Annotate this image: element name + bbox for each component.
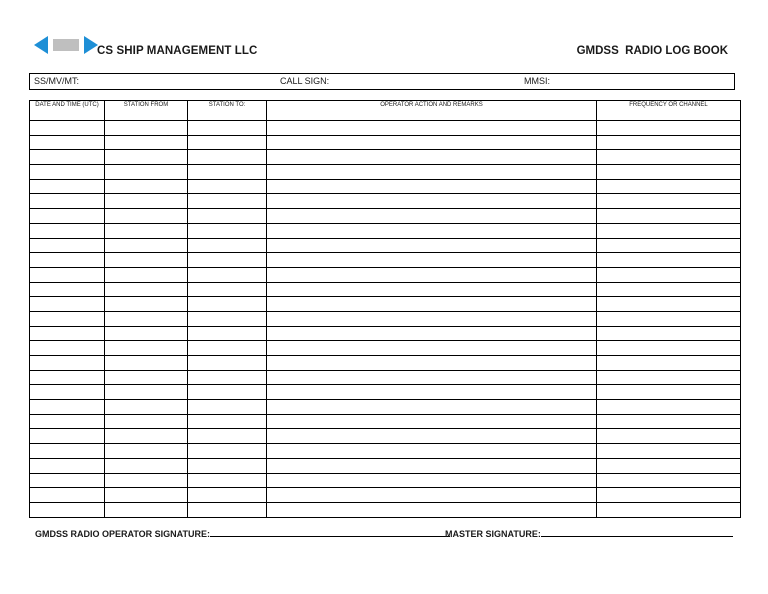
frequency-cell[interactable] bbox=[597, 502, 741, 517]
remarks-cell[interactable] bbox=[267, 444, 597, 459]
table-row bbox=[30, 165, 741, 180]
station-to-cell[interactable] bbox=[188, 297, 267, 312]
station-to-cell[interactable] bbox=[188, 385, 267, 400]
station-from-cell[interactable] bbox=[105, 223, 188, 238]
column-header-date-time: DATE AND TIME (UTC) bbox=[30, 101, 105, 121]
remarks-cell[interactable] bbox=[267, 194, 597, 209]
table-row bbox=[30, 179, 741, 194]
date-time-cell[interactable] bbox=[30, 341, 105, 356]
remarks-cell[interactable] bbox=[267, 297, 597, 312]
table-row bbox=[30, 209, 741, 224]
date-time-cell[interactable] bbox=[30, 414, 105, 429]
vessel-label: SS/MV/MT: bbox=[34, 76, 80, 86]
table-row bbox=[30, 253, 741, 268]
station-from-cell[interactable] bbox=[105, 150, 188, 165]
table-row bbox=[30, 311, 741, 326]
table-row bbox=[30, 370, 741, 385]
company-name: CS SHIP MANAGEMENT LLC bbox=[97, 45, 258, 57]
date-time-cell[interactable] bbox=[30, 473, 105, 488]
remarks-cell[interactable] bbox=[267, 209, 597, 224]
station-from-cell[interactable] bbox=[105, 458, 188, 473]
frequency-cell[interactable] bbox=[597, 179, 741, 194]
station-from-cell[interactable] bbox=[105, 488, 188, 503]
remarks-cell[interactable] bbox=[267, 488, 597, 503]
operator-signature-label: GMDSS RADIO OPERATOR SIGNATURE: bbox=[35, 529, 211, 539]
station-to-cell[interactable] bbox=[188, 179, 267, 194]
mmsi-label: MMSI: bbox=[524, 76, 550, 86]
station-from-cell[interactable] bbox=[105, 165, 188, 180]
date-time-cell[interactable] bbox=[30, 223, 105, 238]
table-row bbox=[30, 223, 741, 238]
vessel-info-box bbox=[29, 73, 735, 90]
call-sign-label: CALL SIGN: bbox=[280, 76, 330, 86]
station-from-cell[interactable] bbox=[105, 385, 188, 400]
station-from-cell[interactable] bbox=[105, 356, 188, 371]
remarks-cell[interactable] bbox=[267, 179, 597, 194]
table-row bbox=[30, 194, 741, 209]
station-to-cell[interactable] bbox=[188, 488, 267, 503]
date-time-cell[interactable] bbox=[30, 267, 105, 282]
station-from-cell[interactable] bbox=[105, 311, 188, 326]
remarks-cell[interactable] bbox=[267, 326, 597, 341]
table-row bbox=[30, 488, 741, 503]
station-from-cell[interactable] bbox=[105, 267, 188, 282]
frequency-cell[interactable] bbox=[597, 223, 741, 238]
remarks-cell[interactable] bbox=[267, 400, 597, 415]
date-time-cell[interactable] bbox=[30, 179, 105, 194]
station-from-cell[interactable] bbox=[105, 194, 188, 209]
frequency-cell[interactable] bbox=[597, 253, 741, 268]
station-from-cell[interactable] bbox=[105, 473, 188, 488]
frequency-cell[interactable] bbox=[597, 150, 741, 165]
frequency-cell[interactable] bbox=[597, 458, 741, 473]
date-time-cell[interactable] bbox=[30, 429, 105, 444]
station-to-cell[interactable] bbox=[188, 209, 267, 224]
date-time-cell[interactable] bbox=[30, 400, 105, 415]
station-from-cell[interactable] bbox=[105, 370, 188, 385]
station-from-cell[interactable] bbox=[105, 282, 188, 297]
table-row bbox=[30, 341, 741, 356]
remarks-cell[interactable] bbox=[267, 282, 597, 297]
date-time-cell[interactable] bbox=[30, 121, 105, 136]
remarks-cell[interactable] bbox=[267, 458, 597, 473]
station-to-cell[interactable] bbox=[188, 341, 267, 356]
frequency-cell[interactable] bbox=[597, 267, 741, 282]
station-from-cell[interactable] bbox=[105, 414, 188, 429]
date-time-cell[interactable] bbox=[30, 385, 105, 400]
frequency-cell[interactable] bbox=[597, 311, 741, 326]
date-time-cell[interactable] bbox=[30, 194, 105, 209]
company-logo-icon bbox=[34, 36, 98, 54]
station-from-cell[interactable] bbox=[105, 341, 188, 356]
column-header-station-to: STATION TO: bbox=[188, 101, 267, 121]
table-row bbox=[30, 444, 741, 459]
station-to-cell[interactable] bbox=[188, 253, 267, 268]
frequency-cell[interactable] bbox=[597, 121, 741, 136]
date-time-cell[interactable] bbox=[30, 444, 105, 459]
table-header-row bbox=[30, 101, 741, 121]
station-from-cell[interactable] bbox=[105, 502, 188, 517]
table-row bbox=[30, 238, 741, 253]
remarks-cell[interactable] bbox=[267, 135, 597, 150]
column-header-frequency: FREQUENCY OR CHANNEL bbox=[597, 101, 741, 121]
remarks-cell[interactable] bbox=[267, 502, 597, 517]
radio-log-table bbox=[29, 100, 741, 518]
station-to-cell[interactable] bbox=[188, 121, 267, 136]
date-time-cell[interactable] bbox=[30, 165, 105, 180]
station-to-cell[interactable] bbox=[188, 282, 267, 297]
station-from-cell[interactable] bbox=[105, 326, 188, 341]
operator-signature-line[interactable] bbox=[210, 527, 450, 537]
station-from-cell[interactable] bbox=[105, 179, 188, 194]
station-to-cell[interactable] bbox=[188, 165, 267, 180]
page-title: GMDSS RADIO LOG BOOK bbox=[576, 45, 728, 57]
date-time-cell[interactable] bbox=[30, 209, 105, 224]
remarks-cell[interactable] bbox=[267, 267, 597, 282]
frequency-cell[interactable] bbox=[597, 370, 741, 385]
frequency-cell[interactable] bbox=[597, 326, 741, 341]
station-from-cell[interactable] bbox=[105, 400, 188, 415]
station-to-cell[interactable] bbox=[188, 400, 267, 415]
table-row bbox=[30, 282, 741, 297]
remarks-cell[interactable] bbox=[267, 238, 597, 253]
table-row bbox=[30, 297, 741, 312]
table-row bbox=[30, 502, 741, 517]
remarks-cell[interactable] bbox=[267, 429, 597, 444]
remarks-cell[interactable] bbox=[267, 165, 597, 180]
date-time-cell[interactable] bbox=[30, 150, 105, 165]
station-from-cell[interactable] bbox=[105, 253, 188, 268]
station-to-cell[interactable] bbox=[188, 444, 267, 459]
date-time-cell[interactable] bbox=[30, 297, 105, 312]
table-row bbox=[30, 429, 741, 444]
date-time-cell[interactable] bbox=[30, 326, 105, 341]
station-to-cell[interactable] bbox=[188, 238, 267, 253]
remarks-cell[interactable] bbox=[267, 223, 597, 238]
frequency-cell[interactable] bbox=[597, 165, 741, 180]
station-to-cell[interactable] bbox=[188, 326, 267, 341]
table-row bbox=[30, 326, 741, 341]
table-row bbox=[30, 267, 741, 282]
station-from-cell[interactable] bbox=[105, 121, 188, 136]
date-time-cell[interactable] bbox=[30, 135, 105, 150]
station-to-cell[interactable] bbox=[188, 414, 267, 429]
station-to-cell[interactable] bbox=[188, 150, 267, 165]
station-from-cell[interactable] bbox=[105, 429, 188, 444]
column-header-operator-remarks: OPERATOR ACTION AND REMARKS bbox=[267, 101, 597, 121]
frequency-cell[interactable] bbox=[597, 194, 741, 209]
frequency-cell[interactable] bbox=[597, 414, 741, 429]
remarks-cell[interactable] bbox=[267, 150, 597, 165]
remarks-cell[interactable] bbox=[267, 341, 597, 356]
date-time-cell[interactable] bbox=[30, 238, 105, 253]
frequency-cell[interactable] bbox=[597, 429, 741, 444]
date-time-cell[interactable] bbox=[30, 488, 105, 503]
frequency-cell[interactable] bbox=[597, 400, 741, 415]
frequency-cell[interactable] bbox=[597, 135, 741, 150]
station-to-cell[interactable] bbox=[188, 356, 267, 371]
frequency-cell[interactable] bbox=[597, 488, 741, 503]
table-row bbox=[30, 150, 741, 165]
frequency-cell[interactable] bbox=[597, 297, 741, 312]
date-time-cell[interactable] bbox=[30, 458, 105, 473]
remarks-cell[interactable] bbox=[267, 370, 597, 385]
station-to-cell[interactable] bbox=[188, 135, 267, 150]
frequency-cell[interactable] bbox=[597, 473, 741, 488]
table-row bbox=[30, 458, 741, 473]
table-row bbox=[30, 385, 741, 400]
frequency-cell[interactable] bbox=[597, 444, 741, 459]
station-from-cell[interactable] bbox=[105, 135, 188, 150]
remarks-cell[interactable] bbox=[267, 311, 597, 326]
station-to-cell[interactable] bbox=[188, 473, 267, 488]
remarks-cell[interactable] bbox=[267, 385, 597, 400]
frequency-cell[interactable] bbox=[597, 356, 741, 371]
date-time-cell[interactable] bbox=[30, 311, 105, 326]
master-signature-line[interactable] bbox=[541, 527, 733, 537]
station-to-cell[interactable] bbox=[188, 502, 267, 517]
frequency-cell[interactable] bbox=[597, 282, 741, 297]
date-time-cell[interactable] bbox=[30, 356, 105, 371]
station-to-cell[interactable] bbox=[188, 223, 267, 238]
table-row bbox=[30, 135, 741, 150]
frequency-cell[interactable] bbox=[597, 209, 741, 224]
remarks-cell[interactable] bbox=[267, 414, 597, 429]
remarks-cell[interactable] bbox=[267, 356, 597, 371]
frequency-cell[interactable] bbox=[597, 385, 741, 400]
station-to-cell[interactable] bbox=[188, 370, 267, 385]
remarks-cell[interactable] bbox=[267, 253, 597, 268]
date-time-cell[interactable] bbox=[30, 253, 105, 268]
table-row bbox=[30, 356, 741, 371]
station-from-cell[interactable] bbox=[105, 297, 188, 312]
station-to-cell[interactable] bbox=[188, 267, 267, 282]
station-from-cell[interactable] bbox=[105, 209, 188, 224]
column-header-station-from: STATION FROM bbox=[105, 101, 188, 121]
frequency-cell[interactable] bbox=[597, 341, 741, 356]
station-to-cell[interactable] bbox=[188, 194, 267, 209]
table-row bbox=[30, 121, 741, 136]
station-to-cell[interactable] bbox=[188, 458, 267, 473]
station-to-cell[interactable] bbox=[188, 429, 267, 444]
station-to-cell[interactable] bbox=[188, 311, 267, 326]
station-from-cell[interactable] bbox=[105, 238, 188, 253]
operator-signature bbox=[35, 527, 450, 539]
master-signature bbox=[445, 527, 733, 539]
station-from-cell[interactable] bbox=[105, 444, 188, 459]
master-signature-label: MASTER SIGNATURE: bbox=[445, 529, 541, 539]
table-row bbox=[30, 473, 741, 488]
frequency-cell[interactable] bbox=[597, 238, 741, 253]
table-row bbox=[30, 414, 741, 429]
table-row bbox=[30, 400, 741, 415]
date-time-cell[interactable] bbox=[30, 370, 105, 385]
date-time-cell[interactable] bbox=[30, 282, 105, 297]
remarks-cell[interactable] bbox=[267, 121, 597, 136]
date-time-cell[interactable] bbox=[30, 502, 105, 517]
remarks-cell[interactable] bbox=[267, 473, 597, 488]
